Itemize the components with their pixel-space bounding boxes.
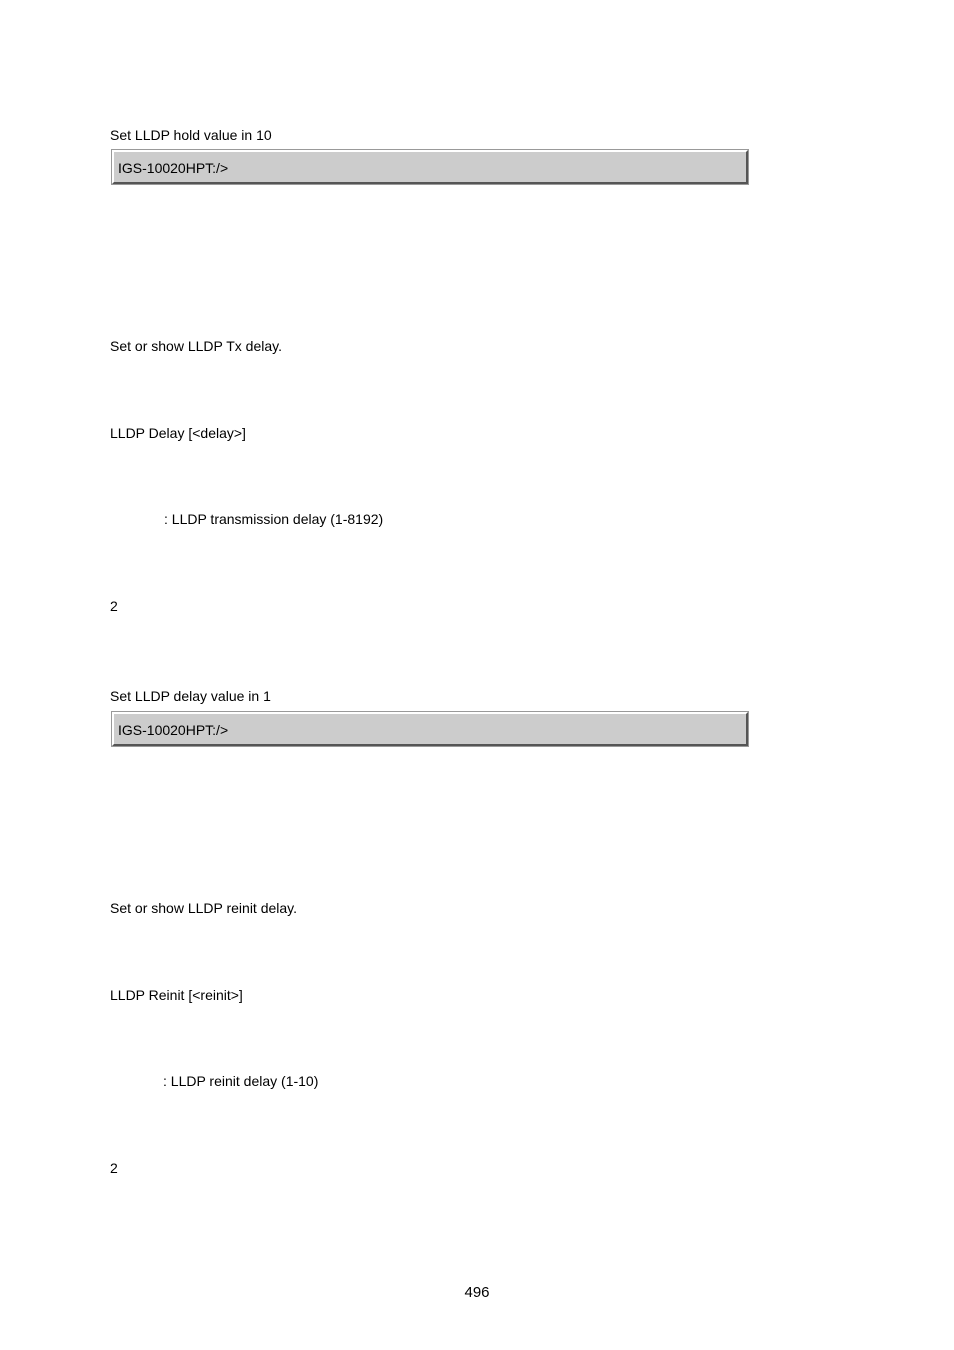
hold-cli-prompt: IGS-10020HPT:/>: [118, 160, 229, 176]
delay-example-caption: Set LLDP delay value in 1: [110, 688, 271, 704]
delay-default: 2: [110, 598, 118, 614]
delay-cli-box: [112, 712, 748, 746]
reinit-parameter: : LLDP reinit delay (1-10): [163, 1073, 319, 1089]
delay-parameter: : LLDP transmission delay (1-8192): [164, 511, 384, 527]
page-number: 496: [464, 1284, 490, 1301]
reinit-description: Set or show LLDP reinit delay.: [110, 900, 298, 916]
delay-description: Set or show LLDP Tx delay.: [110, 338, 282, 354]
reinit-syntax: LLDP Reinit [<reinit>]: [110, 987, 243, 1003]
delay-cli-prompt: IGS-10020HPT:/>: [118, 722, 229, 738]
hold-cli-box: [112, 150, 748, 184]
reinit-default: 2: [110, 1160, 118, 1176]
delay-syntax: LLDP Delay [<delay>]: [110, 425, 246, 441]
hold-example-caption: Set LLDP hold value in 10: [110, 127, 272, 143]
